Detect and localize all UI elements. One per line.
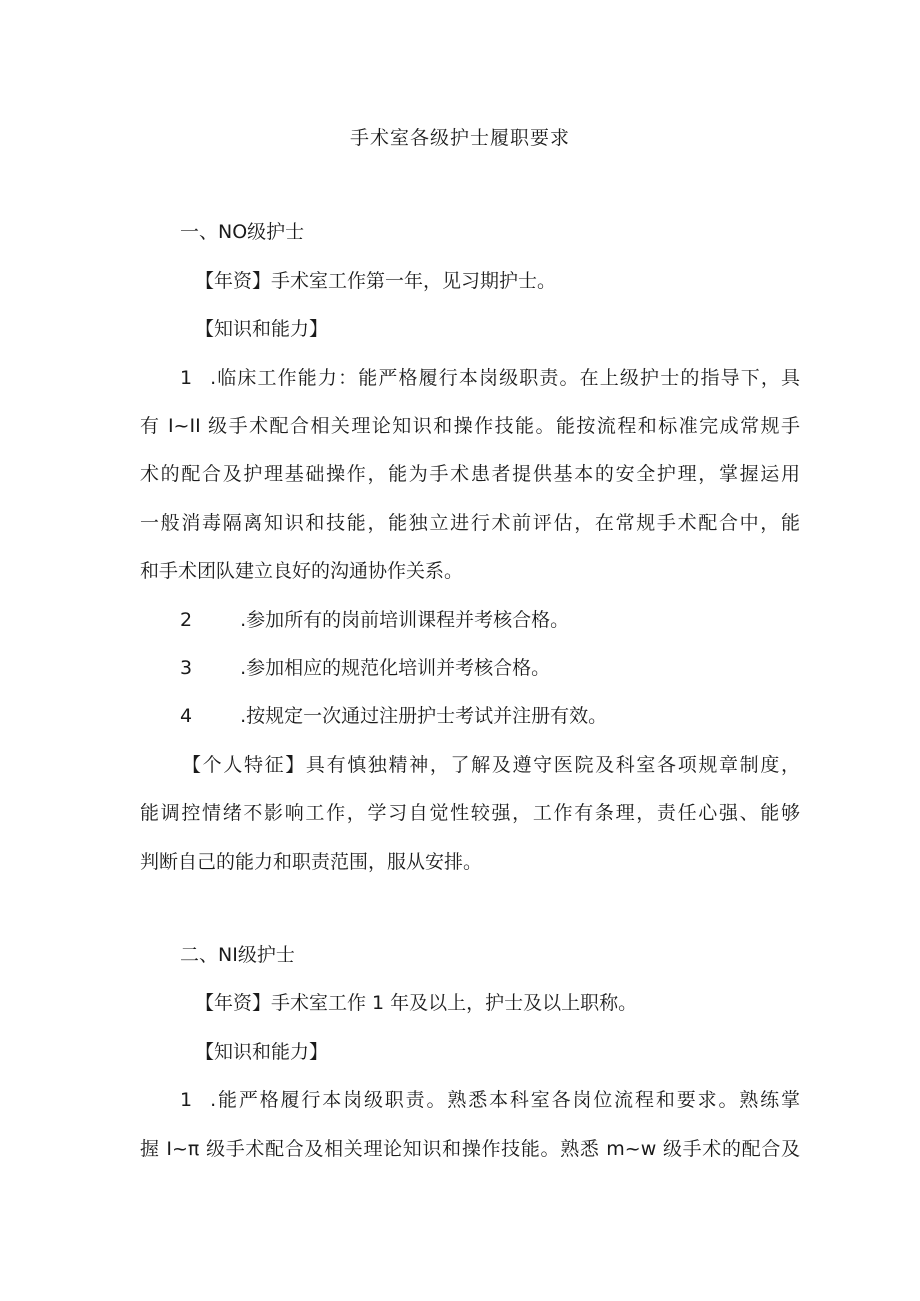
item-1-line-1 xyxy=(180,364,800,392)
item-1-line-1-section-2 xyxy=(180,1086,800,1114)
section-heading-no: 一、NO级护士 xyxy=(180,221,305,243)
item-text: .按规定一次通过注册护士考试并注册有效。 xyxy=(240,705,608,727)
item-number: 1 xyxy=(180,1089,193,1111)
document-title: 手术室各级护士履职要求 xyxy=(349,127,570,149)
item-1-line-2: 有 I~II 级手术配合相关理论知识和操作技能。能按流程和标准完成常规手 xyxy=(140,415,800,437)
section-heading-ni: 二、NI级护士 xyxy=(180,944,295,966)
item-1-line-5: 和手术团队建立良好的沟通协作关系。 xyxy=(140,560,464,582)
seniority-paragraph-2: 【年资】手术室工作 1 年及以上，护士及以上职称。 xyxy=(195,992,638,1014)
item-number: 3 xyxy=(180,657,193,679)
item-text: .参加相应的规范化培训并考核合格。 xyxy=(240,657,551,679)
item-1-line-2-section-2: 握 I~π 级手术配合及相关理论知识和操作技能。熟悉 m~w 级手术的配合及 xyxy=(140,1138,800,1160)
seniority-paragraph: 【年资】手术室工作第一年，见习期护士。 xyxy=(195,270,557,292)
traits-line-3: 判断自己的能力和职责范围，服从安排。 xyxy=(140,851,483,873)
knowledge-heading-2: 【知识和能力】 xyxy=(195,1041,329,1063)
item-text: .临床工作能力：能严格履行本岗级职责。在上级护士的指导下，具 xyxy=(210,367,800,389)
item-4 xyxy=(180,702,800,730)
item-number: 4 xyxy=(180,705,193,727)
item-number: 1 xyxy=(180,367,193,389)
traits-line-2: 能调控情绪不影响工作，学习自觉性较强，工作有条理，责任心强、能够 xyxy=(140,802,800,824)
item-1-line-3: 术的配合及护理基础操作，能为手术患者提供基本的安全护理，掌握运用 xyxy=(140,463,800,485)
traits-line-1: 【个人特征】具有慎独精神，了解及遵守医院及科室各项规章制度， xyxy=(182,754,800,776)
item-2 xyxy=(180,606,800,634)
item-text: .参加所有的岗前培训课程并考核合格。 xyxy=(240,609,570,631)
item-3 xyxy=(180,654,800,682)
item-1-line-4: 一般消毒隔离知识和技能，能独立进行术前评估，在常规手术配合中，能 xyxy=(140,512,800,534)
item-number: 2 xyxy=(180,609,193,631)
item-text: .能严格履行本岗级职责。熟悉本科室各岗位流程和要求。熟练掌 xyxy=(210,1089,800,1111)
knowledge-heading: 【知识和能力】 xyxy=(195,318,329,340)
